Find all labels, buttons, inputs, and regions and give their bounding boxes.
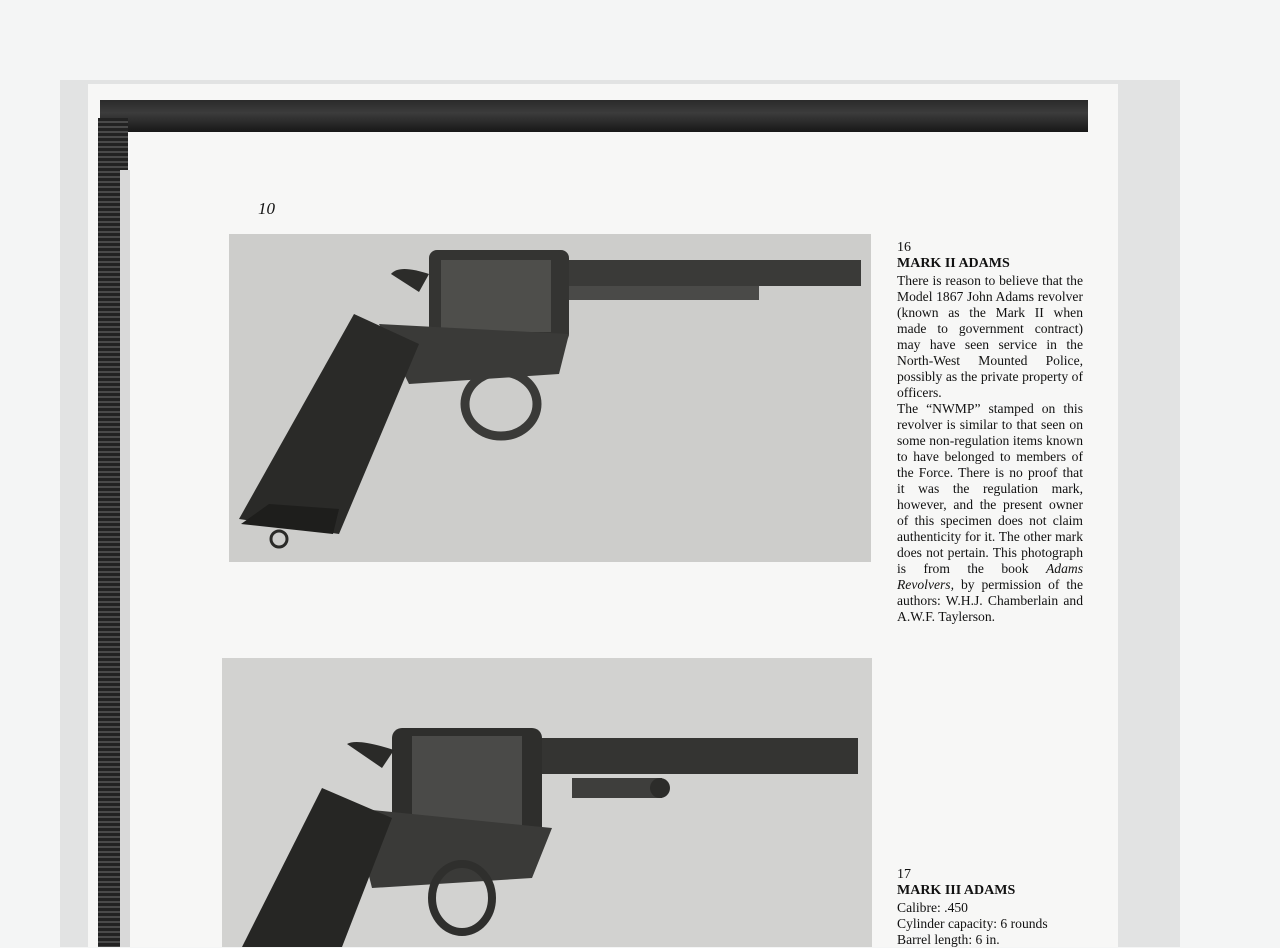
photo-mark-iii-adams-revolver <box>222 658 872 947</box>
spec-calibre: Calibre: .450 <box>897 900 968 915</box>
caption-figure-17 <box>897 867 1083 948</box>
page-number: 10 <box>258 199 275 218</box>
figure-title: MARK II ADAMS <box>897 256 1010 271</box>
spec-cylinder-capacity: Cylinder capacity: 6 rounds <box>897 916 1048 931</box>
book-title: Adams Revolvers, <box>897 561 1083 592</box>
figure-title: MARK III ADAMS <box>897 883 1016 898</box>
caption-body <box>897 273 1083 625</box>
photo-mark-ii-adams-revolver <box>229 234 871 562</box>
caption-figure-16 <box>897 240 1083 625</box>
page-stack-edge <box>120 170 130 947</box>
binder-top-edge <box>100 100 1088 132</box>
caption-paragraph: There is reason to believe that the Model 1867 John Adams revolver (known as the Mark II when made to government contract) may have seen service in the North-West Mounted Police, possibly as the private property of officers. <box>897 273 1083 400</box>
figure-number: 16 <box>897 240 911 255</box>
caption-paragraph: The “NWMP” stamped on this revolver is similar to that seen on some non-regulation items known to have belonged to members of the Force. There is no proof that it was the regulation mark, however, and the present owner of this specimen does not claim authenticity for it. The other mark does not pertain. This photograph is from the book <box>897 401 1083 576</box>
figure-number: 17 <box>897 867 911 882</box>
caption-paragraph-end: by permission of the authors: W.H.J. Chamberlain and A.W.F. Taylerson. <box>897 577 1083 624</box>
spec-barrel-length: Barrel length: 6 in. <box>897 932 1000 947</box>
